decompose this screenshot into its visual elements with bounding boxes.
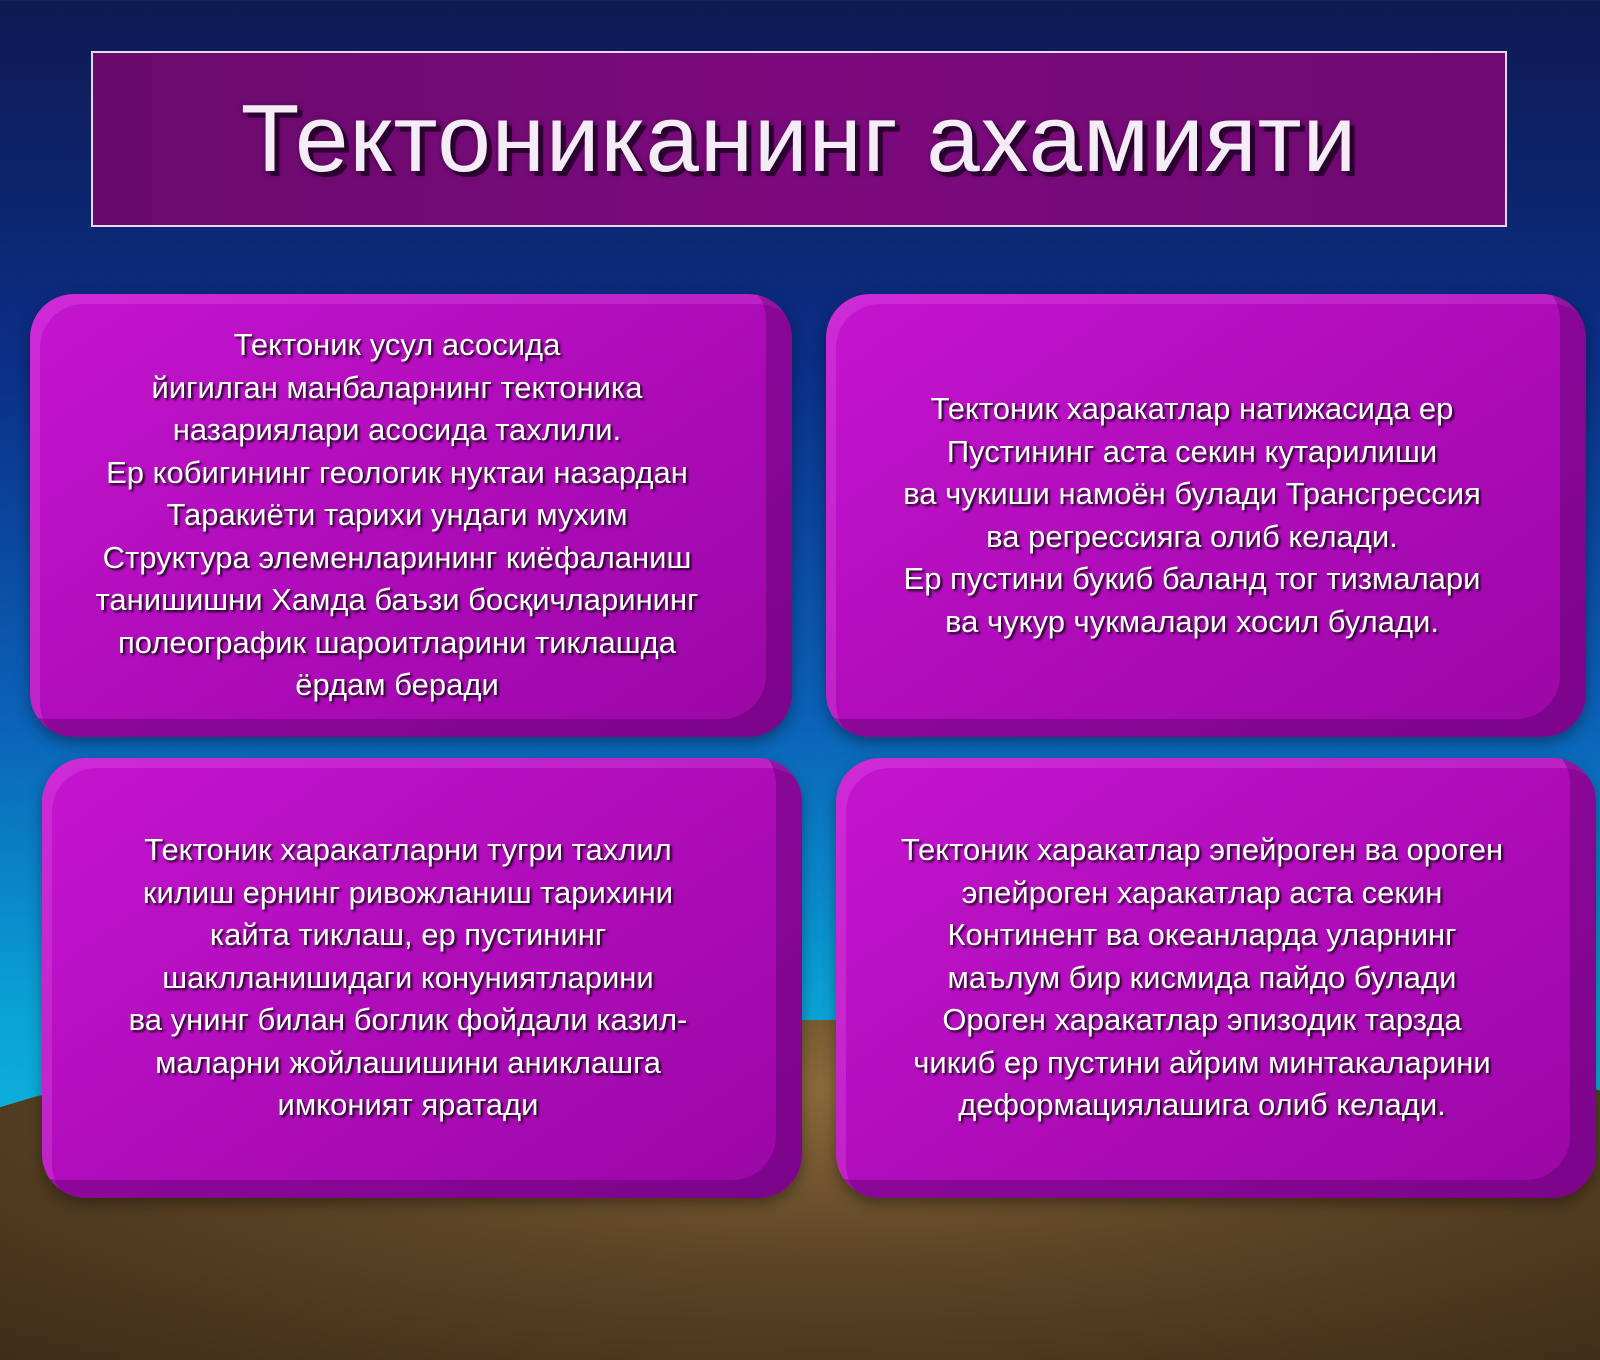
- panel-bottom-right: [836, 758, 1596, 1198]
- panel-bottom-left: [42, 758, 802, 1198]
- slide-title: Тектониканинг ахамияти: [240, 85, 1358, 192]
- panel-top-right: [826, 294, 1586, 737]
- title-box: [91, 51, 1507, 227]
- panel-text: Тектоник харакатлар натижасида ер Пустининг аста секин кутарилиши ва чукиши намоён булади Трансгрессия ва регрессияга олиб келади. Ер пустини букиб баланд тог тизмалари ва чукур чукмалари хосил булади.: [903, 391, 1481, 639]
- panel-text: Тектоник харакатларни тугри тахлил килиш ернинг ривожланиш тарихини кайта тиклаш, ер пустининг шаклланишидаги конуниятларини ва унинг билан боглик фойдали казил- маларни жойлашишини аниклашга имконият яратади: [128, 832, 688, 1123]
- panel-text: Тектоник харакатлар эпейроген ва ороген эпейроген харакатлар аста секин Континент ва океанларда уларнинг маълум бир кисмида пайдо булади Ороген харакатлар эпизодик тарзда чикиб ер пустини айрим минтакаларини деформациялашига олиб келади.: [900, 832, 1504, 1123]
- panel-text: Тектоник усул асосида йигилган манбаларнинг тектоника назариялари асосида тахлили. Ер кобигининг геологик нуктаи назардан Таракиёти тарихи ундаги мухим Структура элеменларининг киёфаланиш танишишни Хамда баъзи босқичларининг полеографик шароитларини тиклашда ёрдам беради: [95, 327, 699, 703]
- panel-top-left: [30, 294, 792, 737]
